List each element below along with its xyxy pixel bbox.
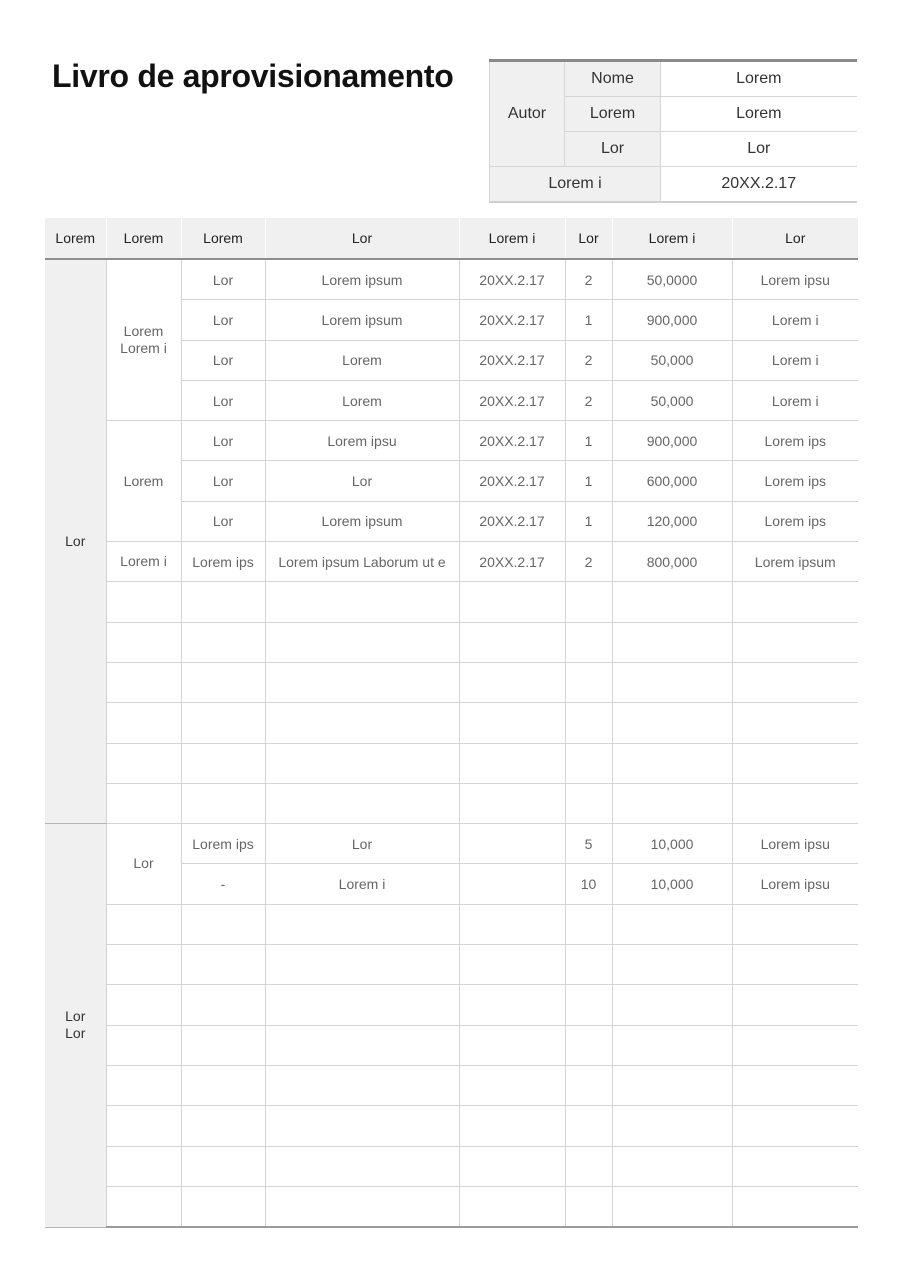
- empty-cell: [565, 985, 612, 1025]
- empty-cell: [732, 743, 858, 783]
- column-header: Lor: [265, 218, 459, 259]
- date-cell: 20XX.2.17: [459, 340, 565, 380]
- item-cell: Lor: [181, 380, 265, 420]
- note-cell: Lorem ips: [732, 461, 858, 501]
- amount-cell: 10,000: [612, 824, 732, 864]
- description-cell: Lor: [265, 824, 459, 864]
- table-row: [45, 421, 858, 461]
- empty-cell: [106, 945, 181, 985]
- empty-cell: [265, 1025, 459, 1065]
- quantity-cell: 2: [565, 259, 612, 300]
- empty-cell: [612, 945, 732, 985]
- date-row: [490, 167, 857, 203]
- empty-cell: [265, 1065, 459, 1105]
- empty-cell: [612, 1025, 732, 1065]
- empty-cell: [612, 985, 732, 1025]
- amount-cell: 120,000: [612, 501, 732, 541]
- amount-cell: 600,000: [612, 461, 732, 501]
- empty-row: [45, 743, 858, 783]
- empty-cell: [181, 582, 265, 622]
- empty-cell: [459, 1065, 565, 1105]
- empty-row: [45, 582, 858, 622]
- empty-cell: [732, 662, 858, 702]
- item-cell: Lor: [181, 421, 265, 461]
- item-cell: Lorem ips: [181, 542, 265, 582]
- empty-cell: [265, 703, 459, 743]
- note-cell: Lorem ipsu: [732, 864, 858, 904]
- group-label: [106, 542, 181, 582]
- date-cell: 20XX.2.17: [459, 380, 565, 420]
- empty-cell: [459, 985, 565, 1025]
- label-line: Lorem: [123, 323, 164, 340]
- empty-cell: [181, 622, 265, 662]
- empty-cell: [459, 1146, 565, 1186]
- empty-cell: [106, 582, 181, 622]
- label-line: Lor: [65, 533, 86, 550]
- empty-cell: [181, 1186, 265, 1227]
- date-cell: [459, 824, 565, 864]
- empty-cell: [565, 743, 612, 783]
- empty-cell: [565, 783, 612, 823]
- empty-cell: [732, 703, 858, 743]
- quantity-cell: 5: [565, 824, 612, 864]
- empty-cell: [265, 945, 459, 985]
- empty-cell: [612, 904, 732, 944]
- empty-cell: [106, 1106, 181, 1146]
- description-cell: Lor: [265, 461, 459, 501]
- table-row: [45, 259, 858, 300]
- empty-cell: [612, 743, 732, 783]
- date-label: Lorem i: [490, 167, 661, 203]
- empty-cell: [612, 1065, 732, 1105]
- item-cell: Lor: [181, 340, 265, 380]
- empty-cell: [265, 1146, 459, 1186]
- page-title: Livro de aprovisionamento: [52, 58, 454, 94]
- empty-cell: [612, 1146, 732, 1186]
- empty-cell: [265, 904, 459, 944]
- empty-cell: [265, 985, 459, 1025]
- empty-cell: [612, 662, 732, 702]
- empty-cell: [732, 985, 858, 1025]
- item-cell: Lor: [181, 501, 265, 541]
- quantity-cell: 1: [565, 501, 612, 541]
- item-cell: Lor: [181, 259, 265, 300]
- note-cell: Lorem ipsu: [732, 259, 858, 300]
- quantity-cell: 2: [565, 542, 612, 582]
- empty-cell: [565, 662, 612, 702]
- empty-cell: [732, 945, 858, 985]
- date-cell: 20XX.2.17: [459, 421, 565, 461]
- item-cell: Lor: [181, 300, 265, 340]
- amount-cell: 50,0000: [612, 259, 732, 300]
- table-row: [45, 824, 858, 864]
- empty-cell: [106, 1025, 181, 1065]
- empty-cell: [181, 743, 265, 783]
- empty-cell: [612, 703, 732, 743]
- empty-cell: [181, 1025, 265, 1065]
- empty-row: [45, 703, 858, 743]
- item-cell: Lor: [181, 461, 265, 501]
- empty-cell: [181, 985, 265, 1025]
- description-cell: Lorem ipsum: [265, 259, 459, 300]
- author-label: Autor: [490, 61, 565, 167]
- description-cell: Lorem ipsum Laborum ut e: [265, 542, 459, 582]
- date-cell: 20XX.2.17: [459, 259, 565, 300]
- empty-cell: [181, 1106, 265, 1146]
- empty-cell: [106, 985, 181, 1025]
- empty-row: [45, 1106, 858, 1146]
- label-line: Lor: [133, 855, 154, 872]
- label-line: Lorem i: [120, 553, 167, 570]
- empty-cell: [565, 1025, 612, 1065]
- empty-cell: [612, 783, 732, 823]
- empty-cell: [459, 703, 565, 743]
- empty-cell: [459, 743, 565, 783]
- empty-cell: [106, 1065, 181, 1105]
- column-header: Lorem: [45, 218, 106, 259]
- empty-cell: [565, 945, 612, 985]
- empty-cell: [106, 1146, 181, 1186]
- author-field-label: Lorem: [565, 97, 661, 132]
- empty-cell: [565, 1186, 612, 1227]
- column-header: Lor: [565, 218, 612, 259]
- empty-cell: [181, 703, 265, 743]
- empty-cell: [106, 743, 181, 783]
- author-info-table: [489, 59, 857, 203]
- author-field-value: Lorem: [661, 97, 857, 132]
- date-cell: 20XX.2.17: [459, 300, 565, 340]
- note-cell: Lorem ipsu: [732, 824, 858, 864]
- empty-cell: [732, 1025, 858, 1065]
- item-cell: Lorem ips: [181, 824, 265, 864]
- empty-cell: [181, 1146, 265, 1186]
- quantity-cell: 1: [565, 421, 612, 461]
- date-cell: 20XX.2.17: [459, 461, 565, 501]
- empty-cell: [459, 582, 565, 622]
- empty-cell: [106, 703, 181, 743]
- description-cell: Lorem ipsum: [265, 501, 459, 541]
- empty-cell: [732, 1186, 858, 1227]
- section-label: [45, 824, 106, 1227]
- empty-row: [45, 662, 858, 702]
- author-field-label: Nome: [565, 61, 661, 97]
- table-header-row: [45, 218, 858, 259]
- amount-cell: 50,000: [612, 380, 732, 420]
- empty-cell: [265, 783, 459, 823]
- item-cell: -: [181, 864, 265, 904]
- empty-row: [45, 945, 858, 985]
- quantity-cell: 1: [565, 300, 612, 340]
- section-label: [45, 259, 106, 824]
- empty-cell: [265, 622, 459, 662]
- empty-cell: [732, 582, 858, 622]
- table-body: [45, 259, 858, 1227]
- empty-cell: [181, 783, 265, 823]
- empty-cell: [732, 622, 858, 662]
- group-label: [106, 259, 181, 421]
- date-cell: 20XX.2.17: [459, 542, 565, 582]
- empty-row: [45, 1146, 858, 1186]
- empty-cell: [459, 1106, 565, 1146]
- date-cell: 20XX.2.17: [459, 501, 565, 541]
- empty-row: [45, 985, 858, 1025]
- author-name-row: [490, 61, 857, 97]
- empty-cell: [732, 1146, 858, 1186]
- date-value: 20XX.2.17: [661, 167, 857, 203]
- description-cell: Lorem ipsum: [265, 300, 459, 340]
- note-cell: Lorem i: [732, 300, 858, 340]
- label-line: Lor: [65, 1008, 86, 1025]
- note-cell: Lorem ipsum: [732, 542, 858, 582]
- empty-cell: [459, 662, 565, 702]
- empty-cell: [565, 1106, 612, 1146]
- empty-cell: [732, 1106, 858, 1146]
- empty-cell: [732, 1065, 858, 1105]
- column-header: Lorem: [181, 218, 265, 259]
- amount-cell: 900,000: [612, 300, 732, 340]
- empty-cell: [565, 582, 612, 622]
- empty-cell: [106, 622, 181, 662]
- quantity-cell: 1: [565, 461, 612, 501]
- description-cell: Lorem ipsu: [265, 421, 459, 461]
- author-field-value: Lorem: [661, 61, 857, 97]
- empty-cell: [612, 622, 732, 662]
- empty-cell: [106, 783, 181, 823]
- label-line: Lorem: [123, 472, 164, 489]
- empty-cell: [459, 1025, 565, 1065]
- quantity-cell: 2: [565, 380, 612, 420]
- label-line: Lor: [65, 1025, 86, 1042]
- empty-cell: [265, 582, 459, 622]
- quantity-cell: 10: [565, 864, 612, 904]
- empty-cell: [181, 662, 265, 702]
- empty-cell: [265, 1106, 459, 1146]
- empty-cell: [565, 703, 612, 743]
- amount-cell: 800,000: [612, 542, 732, 582]
- column-header: Lorem: [106, 218, 181, 259]
- column-header: Lorem i: [612, 218, 732, 259]
- empty-cell: [459, 622, 565, 662]
- column-header: Lorem i: [459, 218, 565, 259]
- note-cell: Lorem ips: [732, 501, 858, 541]
- empty-cell: [459, 904, 565, 944]
- empty-cell: [459, 945, 565, 985]
- empty-cell: [181, 1065, 265, 1105]
- empty-cell: [459, 783, 565, 823]
- empty-cell: [459, 1186, 565, 1227]
- empty-cell: [732, 904, 858, 944]
- empty-cell: [265, 662, 459, 702]
- empty-cell: [732, 783, 858, 823]
- empty-cell: [565, 904, 612, 944]
- author-field-label: Lor: [565, 132, 661, 167]
- empty-cell: [612, 582, 732, 622]
- description-cell: Lorem i: [265, 864, 459, 904]
- empty-row: [45, 622, 858, 662]
- author-field-value: Lor: [661, 132, 857, 167]
- empty-cell: [565, 1065, 612, 1105]
- empty-cell: [106, 662, 181, 702]
- table-row: [45, 542, 858, 582]
- description-cell: Lorem: [265, 340, 459, 380]
- empty-row: [45, 783, 858, 823]
- group-label: [106, 421, 181, 542]
- label-line: Lorem i: [120, 340, 167, 357]
- provisioning-table: [45, 218, 858, 1228]
- empty-row: [45, 904, 858, 944]
- amount-cell: 10,000: [612, 864, 732, 904]
- quantity-cell: 2: [565, 340, 612, 380]
- empty-row: [45, 1065, 858, 1105]
- description-cell: Lorem: [265, 380, 459, 420]
- amount-cell: 900,000: [612, 421, 732, 461]
- empty-cell: [106, 904, 181, 944]
- group-label: [106, 824, 181, 905]
- amount-cell: 50,000: [612, 340, 732, 380]
- empty-cell: [565, 1146, 612, 1186]
- note-cell: Lorem i: [732, 340, 858, 380]
- empty-cell: [612, 1106, 732, 1146]
- empty-cell: [106, 1186, 181, 1227]
- note-cell: Lorem ips: [732, 421, 858, 461]
- empty-cell: [265, 743, 459, 783]
- empty-row: [45, 1186, 858, 1227]
- column-header: Lor: [732, 218, 858, 259]
- empty-cell: [612, 1186, 732, 1227]
- empty-cell: [181, 904, 265, 944]
- empty-cell: [181, 945, 265, 985]
- empty-cell: [565, 622, 612, 662]
- empty-row: [45, 1025, 858, 1065]
- empty-cell: [265, 1186, 459, 1227]
- note-cell: Lorem i: [732, 380, 858, 420]
- date-cell: [459, 864, 565, 904]
